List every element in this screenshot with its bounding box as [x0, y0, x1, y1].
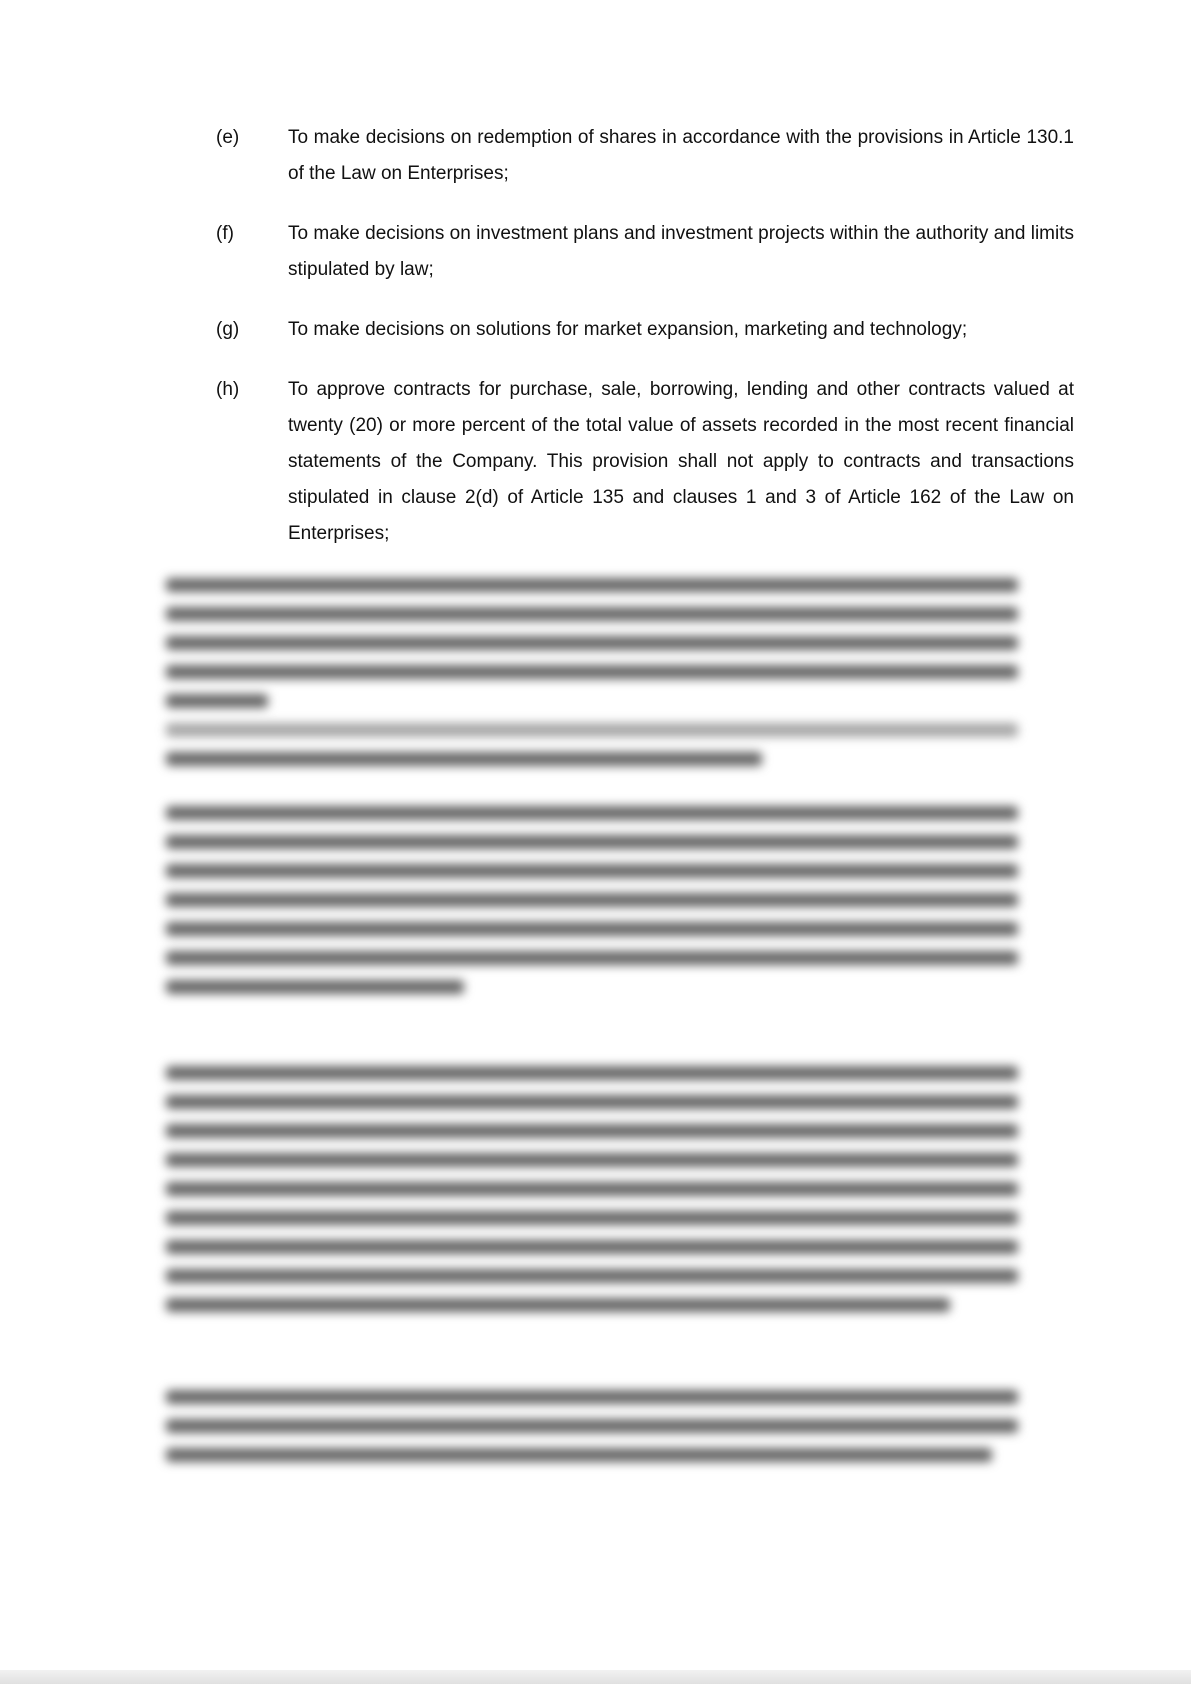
clause-text: To make decisions on redemption of shares in accordance with the provisions in Article 130.1 of the Law on Enterprises; — [288, 127, 1074, 184]
clause-label: (h) — [216, 379, 240, 400]
blurred-paragraph-2 — [166, 806, 1018, 1009]
clause-label: (f) — [216, 223, 234, 244]
page-bottom-edge — [0, 1670, 1191, 1684]
clause-label: (g) — [216, 319, 240, 340]
clause-text: To make decisions on investment plans and investment projects within the authority and limits stipulated by law; — [288, 223, 1074, 280]
clause-f — [216, 216, 1074, 288]
blurred-paragraph-1 — [166, 578, 1018, 781]
clause-text: To make decisions on solutions for market expansion, marketing and technology; — [288, 319, 968, 340]
clause-list — [216, 120, 1074, 576]
clause-label: (e) — [216, 127, 240, 148]
blurred-paragraph-4 — [166, 1390, 1018, 1477]
clause-text: To approve contracts for purchase, sale, borrowing, lending and other contracts valued at twenty (20) or more percent of the total value of assets recorded in the most recent financial statements of the Company. This provision shall not apply to contracts and transactions stipulated in clause 2(d) of Article 135 and clauses 1 and 3 of Article 162 of the Law on Enterprises; — [288, 379, 1074, 544]
clause-g — [216, 312, 1074, 348]
blurred-paragraph-3 — [166, 1066, 1018, 1327]
clause-h — [216, 372, 1074, 552]
clause-e — [216, 120, 1074, 192]
